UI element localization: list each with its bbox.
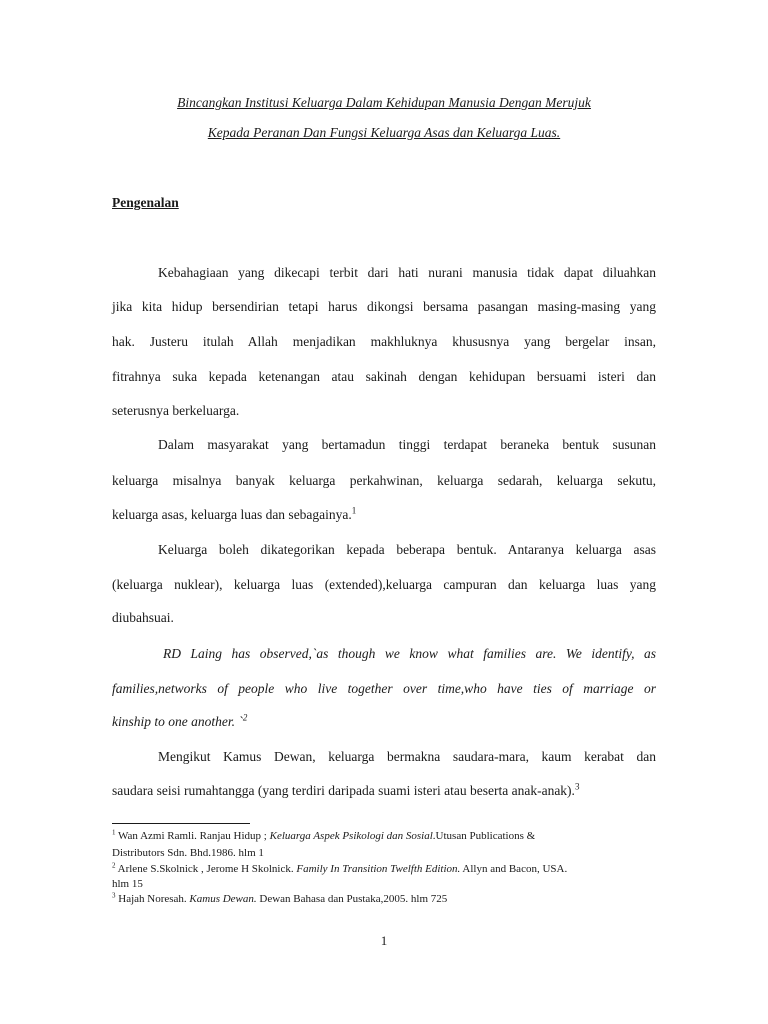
footnote-2 <box>112 862 672 876</box>
paragraph-3-line-3: diubahsuai. <box>112 610 174 625</box>
footnote-ref-1: 1 <box>351 505 357 516</box>
quote-line-3-text: kinship to one another. ` <box>112 714 243 729</box>
footnote-2-number: 2 <box>112 861 116 870</box>
paragraph-2-line-1: Dalam masyarakat yang bertamadun tinggi terdapat beraneka bentuk susunan <box>158 437 656 452</box>
footnote-2-continuation: hlm 15 <box>112 878 143 890</box>
footnote-3 <box>112 892 672 906</box>
paragraph-1-line-2: jika kita hidup bersendirian tetapi harus dikongsi bersama pasangan masing-masing yang <box>112 299 656 314</box>
paragraph-1-line-1: Kebahagiaan yang dikecapi terbit dari hati nurani manusia tidak dapat diluahkan <box>158 265 656 280</box>
footnote-2-text: Arlene S.Skolnick , Jerome H Skolnick. <box>115 863 297 875</box>
footnote-3-text: Hajah Noresah. <box>115 893 190 905</box>
footnote-2-publisher: Allyn and Bacon, USA. <box>460 863 568 875</box>
footnote-1-text: Wan Azmi Ramli. Ranjau Hidup ; <box>115 830 270 842</box>
paragraph-2-line-3 <box>112 506 656 524</box>
quote-line-1: RD Laing has observed,`as though we know what families are. We identify, as <box>163 646 656 661</box>
footnote-3-number: 3 <box>112 891 116 900</box>
footnote-3-publisher: Dewan Bahasa dan Pustaka,2005. hlm 725 <box>256 893 448 905</box>
footnote-1 <box>112 829 672 843</box>
footnote-2-title: Family In Transition Twelfth Edition. <box>296 863 461 875</box>
paragraph-4-line-2 <box>112 782 656 800</box>
title-line-2: Kepada Peranan Dan Fungsi Keluarga Asas dan Keluarga Luas. <box>207 125 561 140</box>
footnote-1-number: 1 <box>112 828 116 837</box>
footnote-3-title: Kamus Dewan. <box>189 893 257 905</box>
paragraph-1-line-5: seterusnya berkeluarga. <box>112 403 240 418</box>
paragraph-4-line-2-text: saudara seisi rumahtangga (yang terdiri daripada suami isteri atau beserta anak-anak). <box>112 783 575 798</box>
quote-line-3 <box>112 713 656 731</box>
title-line-1: Bincangkan Institusi Keluarga Dalam Kehidupan Manusia Dengan Merujuk <box>177 95 591 110</box>
paragraph-1-line-4: fitrahnya suka kepada ketenangan atau sakinah dengan kehidupan bersuami isteri dan <box>112 369 656 384</box>
footnote-separator <box>112 823 250 824</box>
paragraph-3-line-1: Keluarga boleh dikategorikan kepada beberapa bentuk. Antaranya keluarga asas <box>158 542 656 557</box>
paragraph-4-line-1: Mengikut Kamus Dewan, keluarga bermakna saudara-mara, kaum kerabat dan <box>158 749 656 764</box>
page-number: 1 <box>380 933 388 948</box>
footnote-1-title: Keluarga Aspek Psikologi dan Sosial <box>269 830 433 842</box>
paragraph-2-line-3-text: keluarga asas, keluarga luas dan sebagainya. <box>112 507 352 522</box>
paragraph-3-line-2: (keluarga nuklear), keluarga luas (extended),keluarga campuran dan keluarga luas yang <box>112 577 656 592</box>
paragraph-1-line-3: hak. Justeru itulah Allah menjadikan makhluknya khususnya yang bergelar insan, <box>112 334 656 349</box>
paragraph-2-line-2: keluarga misalnya banyak keluarga perkahwinan, keluarga sedarah, keluarga sekutu, <box>112 473 656 488</box>
quote-line-2: families,networks of people who live together over time,who have ties of marriage or <box>112 681 656 696</box>
section-heading: Pengenalan <box>112 195 179 210</box>
footnote-1-continuation: Distributors Sdn. Bhd.1986. hlm 1 <box>112 847 264 859</box>
footnote-ref-3: 3 <box>574 781 580 792</box>
footnote-ref-2: 2 <box>242 712 248 723</box>
footnote-1-publisher: .Utusan Publications & <box>432 830 536 842</box>
